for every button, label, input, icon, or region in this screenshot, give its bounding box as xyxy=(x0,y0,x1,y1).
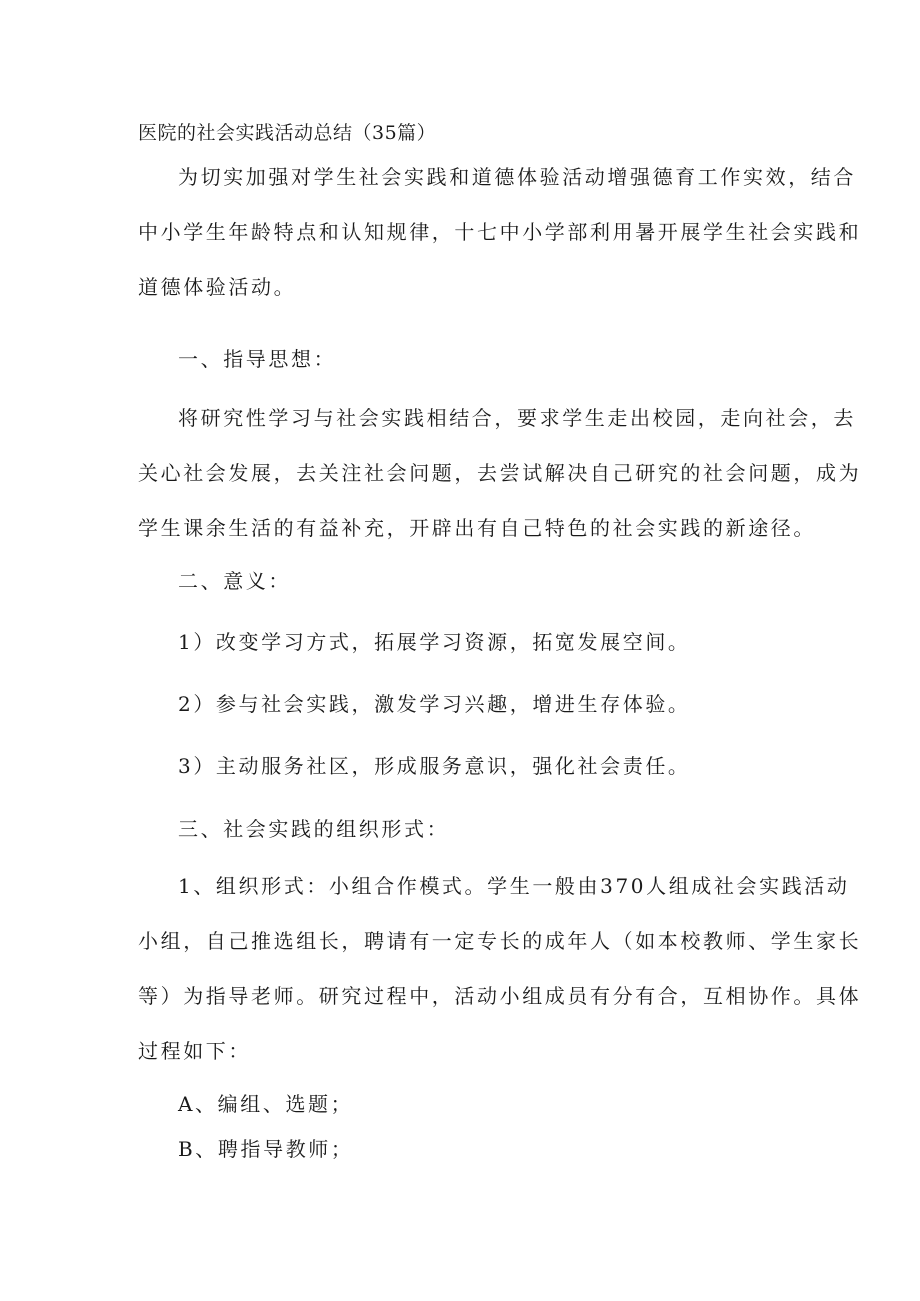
section3-line: 小组，自己推选组长，聘请有一定专长的成年人（如本校教师、学生家长 xyxy=(138,929,862,953)
section1-line: 学生课余生活的有益补充，开辟出有自己特色的社会实践的新途径。 xyxy=(138,516,816,540)
section3-paragraph xyxy=(138,859,862,1079)
step-item: B、聘指导教师； xyxy=(178,1137,354,1161)
intro-line: 为切实加强对学生社会实践和道德体验活动增强德育工作实效，结合 xyxy=(178,165,856,189)
section3-line: 过程如下： xyxy=(138,1039,251,1063)
section2-item: 3）主动服务社区，形成服务意识，强化社会责任。 xyxy=(178,754,691,778)
section3-line: 等）为指导老师。研究过程中，活动小组成员有分有合，互相协作。具体 xyxy=(138,984,862,1008)
intro-line: 道德体验活动。 xyxy=(138,275,297,299)
section2-heading: 二、意义： xyxy=(178,569,291,593)
intro-line: 中小学生年龄特点和认知规律，十七中小学部利用暑开展学生社会实践和 xyxy=(138,220,862,244)
section2-item: 1）改变学习方式，拓展学习资源，拓宽发展空间。 xyxy=(178,630,691,654)
section1-line: 关心社会发展，去关注社会问题，去尝试解决自己研究的社会问题，成为 xyxy=(138,461,862,485)
step-item: A、编组、选题； xyxy=(178,1092,354,1116)
section1-heading: 一、指导思想： xyxy=(178,347,337,371)
section3-heading: 三、社会实践的组织形式： xyxy=(178,817,450,841)
section1-paragraph xyxy=(138,391,862,556)
section2-item: 2）参与社会实践，激发学习兴趣，增进生存体验。 xyxy=(178,692,691,716)
intro-paragraph xyxy=(138,150,862,315)
document-title: 医院的社会实践活动总结（35篇） xyxy=(138,122,437,144)
section3-line: 1、组织形式：小组合作模式。学生一般由370人组成社会实践活动 xyxy=(178,874,850,898)
section1-line: 将研究性学习与社会实践相结合，要求学生走出校园，走向社会，去 xyxy=(178,406,856,430)
